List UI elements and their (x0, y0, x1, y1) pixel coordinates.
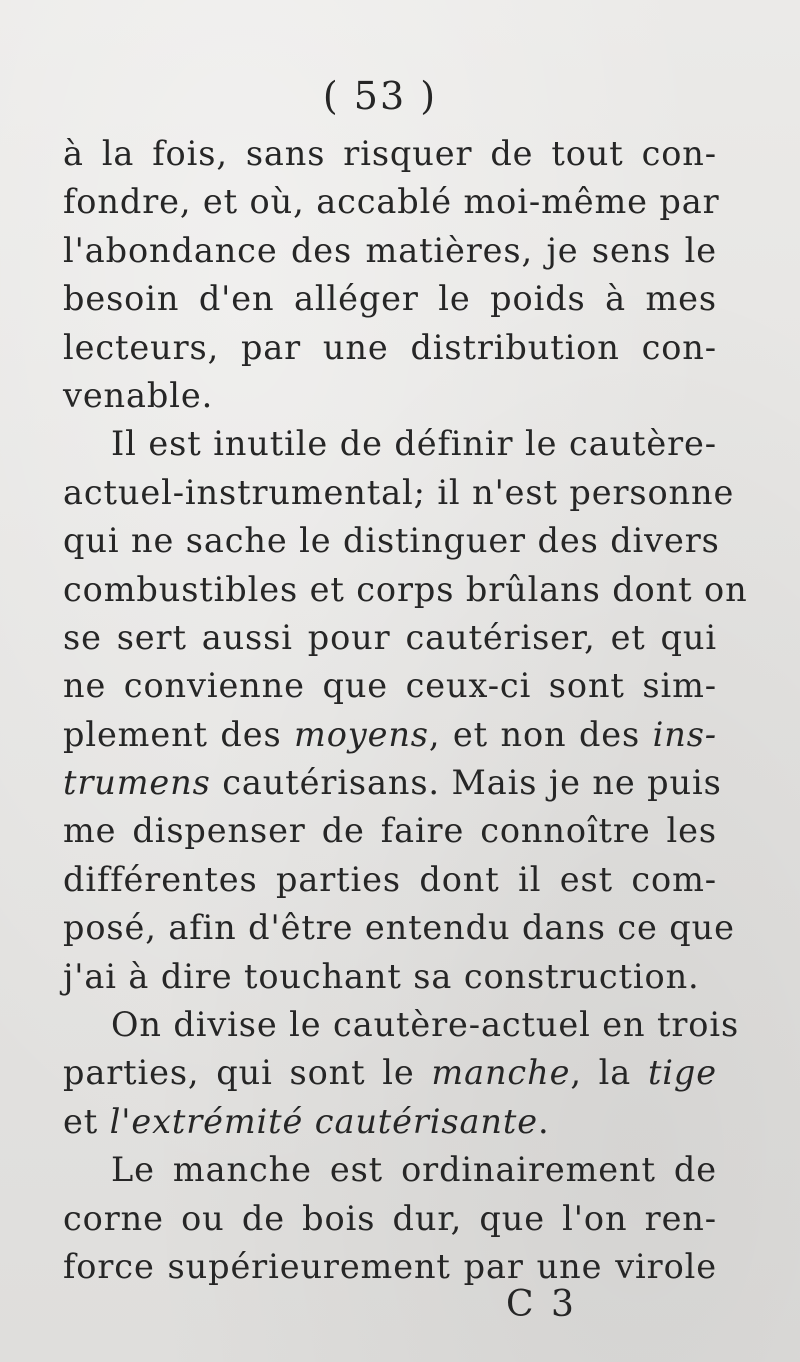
text-line: Il est inutile de définir le cautère- (111, 424, 717, 464)
text-line: à la fois, sans risquer de tout con- (63, 134, 717, 173)
text-line: Le manche est ordinairement de (111, 1150, 717, 1190)
text-line: qui ne sache le distinguer des divers (63, 521, 720, 561)
italic-run: moyens (294, 714, 429, 754)
italic-run: l'extrémité cautérisante (109, 1101, 538, 1141)
text-line: me dispenser de faire connoître les (63, 811, 717, 851)
text-line (63, 759, 722, 807)
text-line: se sert aussi pour cautériser, et qui (63, 617, 717, 657)
italic-run: manche (431, 1053, 571, 1093)
text-run: . (537, 1101, 550, 1141)
text-line: On divise le cautère-actuel en trois (111, 1005, 740, 1045)
text-run: , la (570, 1053, 648, 1093)
text-line: lecteurs, par une distribution con- (63, 327, 717, 367)
text-run: parties, qui sont le (63, 1053, 432, 1093)
text-line (63, 1049, 717, 1097)
text-line: posé, afin d'être entendu dans ce que (63, 908, 735, 948)
text-run: plement des (63, 714, 295, 754)
text-line: corne ou de bois dur, que l'on ren- (63, 1198, 717, 1238)
text-run: cautérisans. Mais je ne puis (210, 763, 722, 803)
italic-run: tige (647, 1053, 717, 1093)
text-line: fondre, et où, accablé moi-même par (63, 182, 720, 222)
text-run: et (63, 1101, 110, 1141)
italic-run: trumens (63, 763, 211, 803)
signature-mark: C 3 (506, 1284, 577, 1325)
text-line: différentes parties dont il est com- (63, 859, 717, 899)
text-line: force supérieurement par une virole (63, 1246, 717, 1286)
text-line (63, 1098, 717, 1146)
text-line: j'ai à dire touchant sa construction. (63, 956, 700, 996)
text-line: combustibles et corps brûlans dont on (63, 569, 748, 609)
text-line: ne convienne que ceux-ci sont sim- (63, 666, 717, 706)
text-line: besoin d'en alléger le poids à mes (63, 279, 717, 319)
italic-run: ins- (652, 714, 718, 754)
text-line: actuel-instrumental; il n'est personne (63, 472, 735, 512)
text-run: , et non des (428, 714, 653, 754)
text-line (63, 711, 717, 759)
text-line: l'abondance des matières, je sens le (63, 230, 717, 270)
text-line: venable. (63, 375, 214, 415)
page-number: ( 53 ) (322, 74, 438, 118)
body-text (63, 130, 748, 1291)
